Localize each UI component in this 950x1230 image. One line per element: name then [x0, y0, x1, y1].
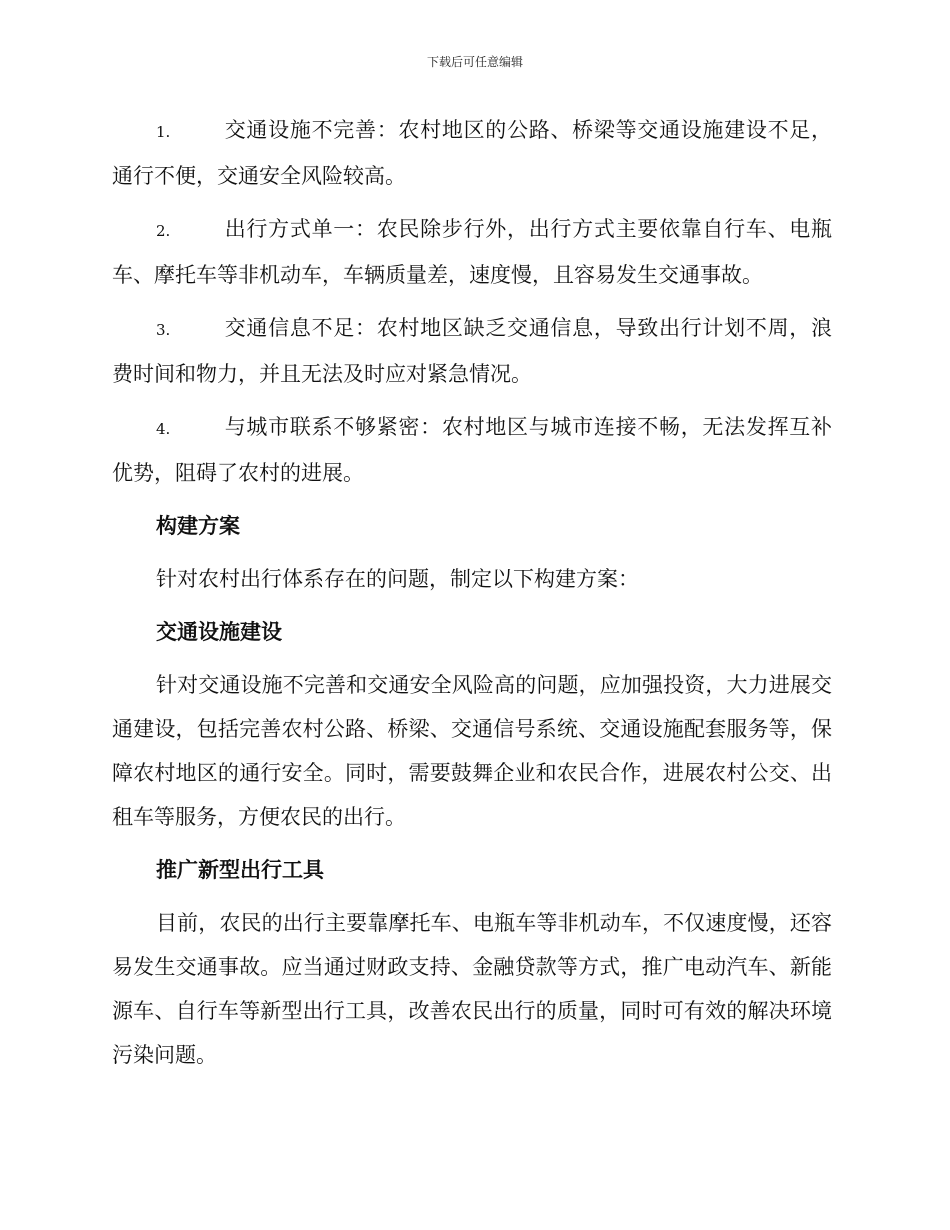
list-item-3 — [112, 306, 832, 396]
list-number: 2. — [156, 222, 171, 240]
infrastructure-paragraph: 针对交通设施不完善和交通安全风险高的问题，应加强投资，大力进展交通建设，包括完善农村公路、桥梁、交通信号系统、交通设施配套服务等，保障农村地区的通行安全。同时，需要鼓舞企业和农民合作，进展农村公交、出租车等服务，方便农民的出行。 — [112, 673, 832, 829]
page-header: 下载后可任意编辑 — [426, 55, 523, 69]
new-tools-paragraph: 目前，农民的出行主要靠摩托车、电瓶车等非机动车，不仅速度慢，还容易发生交通事故。应当通过财政支持、金融贷款等方式，推广电动汽车、新能源车、自行车等新型出行工具，改善农民出行的质量，同时可有效的解决环境污染问题。 — [112, 911, 832, 1067]
list-item-2 — [112, 207, 832, 297]
list-item-4 — [112, 405, 832, 495]
section-heading-plan: 构建方案 — [156, 514, 240, 538]
document-body — [112, 108, 832, 1086]
list-item-1 — [112, 108, 832, 198]
list-number: 4. — [156, 420, 171, 438]
section-heading-infrastructure: 交通设施建设 — [156, 620, 282, 644]
list-item-text: 交通信息不足：农村地区缺乏交通信息，导致出行计划不周，浪费时间和物力，并且无法及时应对紧急情况。 — [112, 316, 832, 386]
list-item-text: 与城市联系不够紧密：农村地区与城市连接不畅，无法发挥互补优势，阻碍了农村的进展。 — [112, 415, 832, 485]
list-item-text: 出行方式单一：农民除步行外，出行方式主要依靠自行车、电瓶车、摩托车等非机动车，车辆质量差，速度慢，且容易发生交通事故。 — [112, 217, 832, 287]
list-item-text: 交通设施不完善：农村地区的公路、桥梁等交通设施建设不足，通行不便，交通安全风险较高。 — [112, 118, 832, 188]
list-number: 1. — [156, 123, 171, 141]
section-heading-new-tools: 推广新型出行工具 — [156, 858, 324, 882]
list-number: 3. — [156, 321, 171, 339]
plan-intro-paragraph: 针对农村出行体系存在的问题，制定以下构建方案： — [156, 567, 639, 591]
